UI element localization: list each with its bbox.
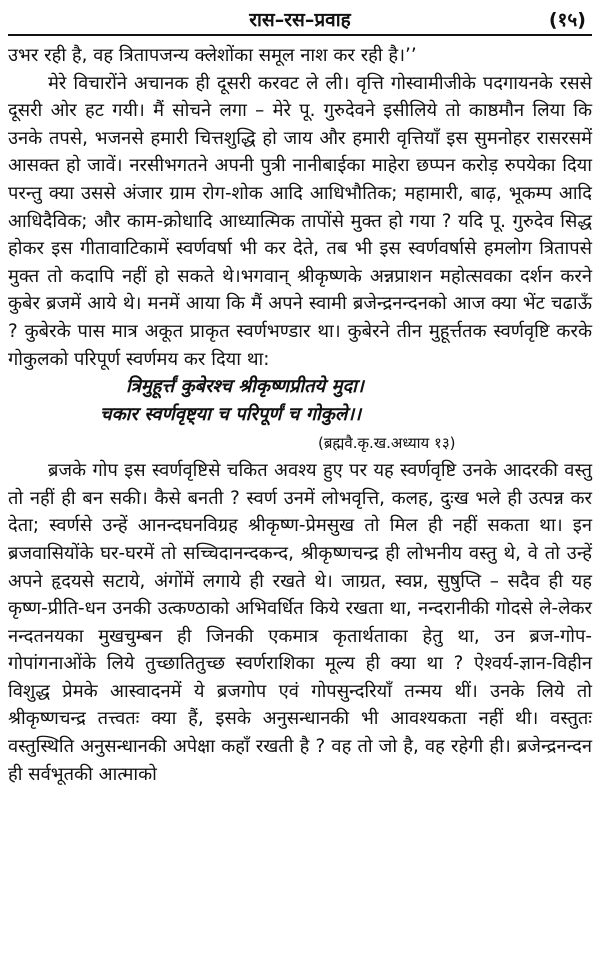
running-title: रास–रस–प्रवाह [249, 9, 351, 31]
page-body [8, 42, 592, 373]
sanskrit-verse [8, 373, 592, 429]
verse-line-2: चकार स्वर्णवृष्ट्या च परिपूर्णं च गोकुले।। [100, 404, 362, 426]
header-rule [8, 34, 592, 36]
paragraph-2: मेरे विचारोंने अचानक ही दूसरी करवट ले ली। वृत्ति गोस्वामीजीके पदगायनके रससे दूसरी ओर हट गयी। मैं सोचने लगा – मेरे पू. गुरुदेवने इसीलिये तो काष्ठमौन लिया कि उनके तपसे, भजनसे हमारी चित्तशुद्धि हो जाय और हमारी वृत्तियाँ इस सुमनोहर रासरसमें आसक्त हो जावें। नरसीभगतने अपनी पुत्री नानीबाईका माहेरा छप्पन करोड़ रुपयेका दिया परन्तु क्या उससे अंजार ग्राम रोग-शोक आदि आधिभौतिक; महामारी, बाढ़, भूकम्प आदि आधिदैविक; और काम-क्रोधादि आध्यात्मिक तापोंसे मुक्त हो गया ? यदि पू. गुरुदेव सिद्ध होकर इस गीतावाटिकामें स्वर्णवर्षा भी कर देते, तब भी इस स्वर्णवर्षासे हमलोग त्रितापसे मुक्त तो कदापि नहीं हो सकते थे।भगवान् श्रीकृष्णके अन्नप्राशन महोत्सवका दर्शन करने कुबेर ब्रजमें आये थे। मनमें आया कि मैं अपने स्वामी ब्रजेन्द्रनन्दनको आज क्या भेंट चढाऊँ ? कुबेरके पास मात्र अकूत प्राकृत स्वर्णभण्डार था। कुबेरने तीन मुहूर्त्ततक स्वर्णवृष्टि करके गोकुलको परिपूर्ण स्वर्णमय कर दिया था: [8, 72, 592, 370]
paragraph-1: उभर रही है, वह त्रितापजन्य क्लेशोंका समूल नाश कर रही है।’’ [8, 45, 417, 66]
page-body-continued [8, 457, 592, 788]
verse-line-1: त्रिमुहूर्त्तं कुबेरश्च श्रीकृष्णप्रीतये मुदा। [126, 376, 364, 398]
paragraph-3: ब्रजके गोप इस स्वर्णवृष्टिसे चकित अवश्य हुए पर यह स्वर्णवृष्टि उनके आदरकी वस्तु तो नहीं ही बन सकी। कैसे बनती ? स्वर्ण उनमें लोभवृत्ति, कलह, दुःख भले ही उत्पन्न कर देता; स्वर्णसे उन्हें आनन्दघनविग्रह श्रीकृष्ण-प्रेमसुख तो मिल ही नहीं सकता था। इन ब्रजवासियोंके घर-घरमें तो सच्चिदानन्दकन्द, श्रीकृष्णचन्द्र ही लोभनीय वस्तु थे, वे तो उन्हें अपने हृदयसे सटाये, अंगोंमें लगाये ही रखते थे। जाग्रत, स्वप्न, सुषुप्ति – सदैव ही यह कृष्ण-प्रीति-धन उनकी उत्कण्ठाको अभिवर्धित किये रखता था, नन्दरानीकी गोदसे ले-लेकर नन्दतनयका मुखचुम्बन ही जिनकी एकमात्र कृतार्थताका हेतु था, उन ब्रज-गोप-गोपांगनाओंके लिये तुच्छातितुच्छ स्वर्णराशिका मूल्य ही क्या था ? ऐश्वर्य-ज्ञान-विहीन विशुद्ध प्रेमके आस्वादनमें ये ब्रजगोप एवं गोपसुन्दरियाँ तन्मय थीं। उनके लिये तो श्रीकृष्णचन्द्र तत्त्वतः क्या हैं, इसके अनुसन्धानकी भी आवश्यकता नहीं थी। वस्तुतः वस्तुस्थिति अनुसन्धानकी अपेक्षा कहाँ रखती है ? वह तो जो है, वह रहेगी ही। ब्रजेन्द्रनन्दन ही सर्वभूतकी आत्माको [8, 460, 592, 785]
page-header [8, 0, 592, 34]
verse-citation: (ब्रह्मवै.कृ.ख.अध्याय १३) [318, 434, 456, 453]
page-number: (१५) [548, 9, 586, 31]
